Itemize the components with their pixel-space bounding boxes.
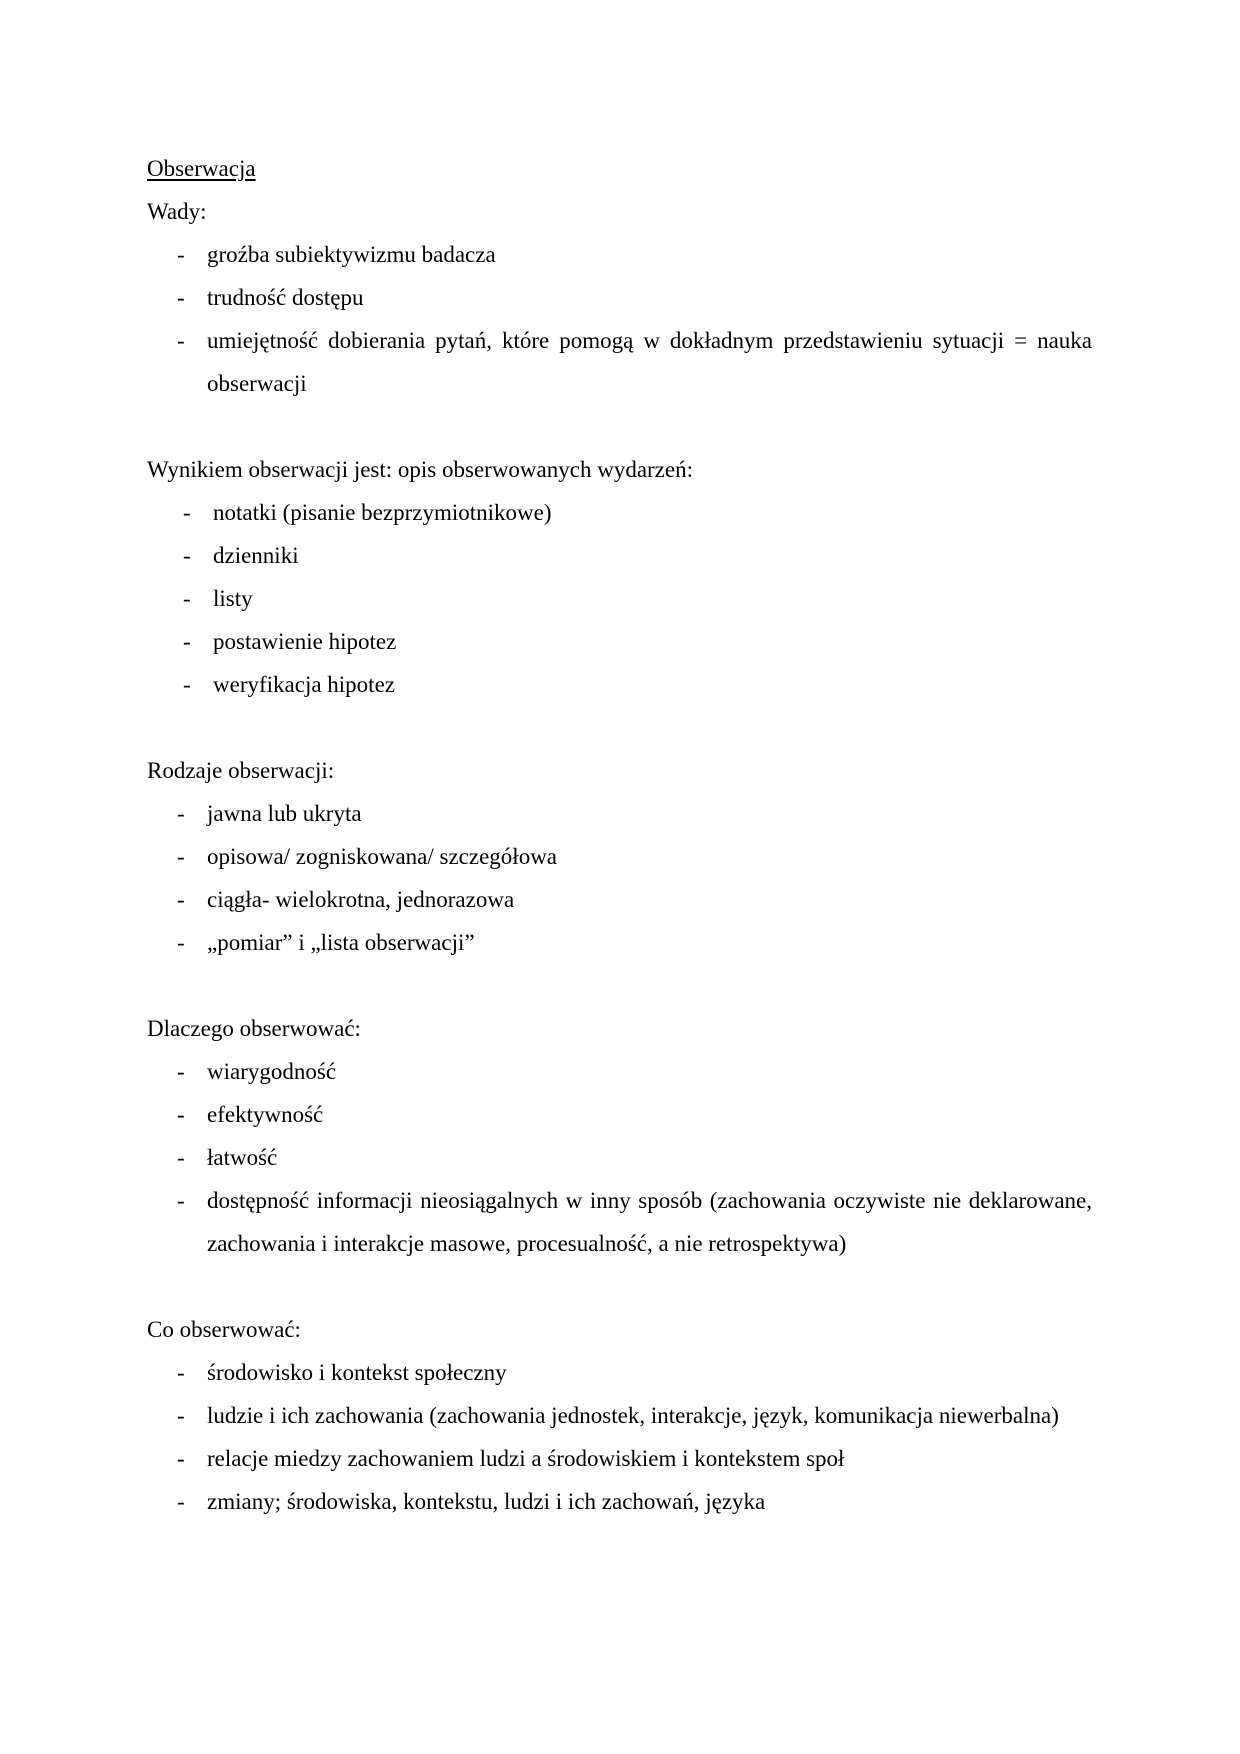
bullet-dash: - <box>177 328 185 353</box>
list-item-text: opisowa/ zogniskowana/ szczegółowa <box>207 844 558 869</box>
list-item <box>147 319 1092 405</box>
paragraph-gap <box>147 405 1092 448</box>
bullet-dash: - <box>177 285 185 310</box>
list-item-text: łatwość <box>207 1145 278 1170</box>
bullet-dash: - <box>177 1446 185 1471</box>
list-item <box>147 1351 1092 1394</box>
list-item <box>147 534 1092 577</box>
paragraph-gap <box>147 706 1092 749</box>
bullet-dash: - <box>177 1403 185 1428</box>
list-item <box>147 878 1092 921</box>
bullet-dash: - <box>177 1188 185 1213</box>
list-co <box>147 1351 1092 1523</box>
list-item-text: dzienniki <box>213 543 299 568</box>
list-item-text: efektywność <box>207 1102 324 1127</box>
list-item-text: wiarygodność <box>207 1059 337 1084</box>
section-heading-wady: Wady: <box>147 199 207 224</box>
section-heading-rodzaje: Rodzaje obserwacji: <box>147 758 335 783</box>
list-item-text: „pomiar” i „lista obserwacji” <box>207 930 475 955</box>
list-item <box>147 620 1092 663</box>
bullet-dash: - <box>177 801 185 826</box>
list-item <box>147 835 1092 878</box>
list-item <box>147 1394 1092 1437</box>
list-item-text: ciągła- wielokrotna, jednorazowa <box>207 887 515 912</box>
paragraph-gap <box>147 964 1092 1007</box>
list-item <box>147 921 1092 964</box>
bullet-dash: - <box>177 1360 185 1385</box>
list-item-text: środowisko i kontekst społeczny <box>207 1360 507 1385</box>
list-item-text: ludzie i ich zachowania (zachowania jednostek, interakcje, język, komunikacja niewerbalna) <box>207 1403 1059 1428</box>
bullet-dash: - <box>177 1489 185 1514</box>
list-item <box>147 1093 1092 1136</box>
list-dlaczego <box>147 1050 1092 1265</box>
list-item <box>147 491 1092 534</box>
list-item-text: zmiany; środowiska, kontekstu, ludzi i ich zachowań, języka <box>207 1489 766 1514</box>
bullet-dash: - <box>177 1102 185 1127</box>
list-wynikiem <box>147 491 1092 706</box>
list-item <box>147 663 1092 706</box>
section-heading-co: Co obserwować: <box>147 1317 301 1342</box>
bullet-dash: - <box>183 586 191 611</box>
bullet-dash: - <box>177 1059 185 1084</box>
list-item <box>147 1136 1092 1179</box>
list-item <box>147 1480 1092 1523</box>
list-item-text: dostępność informacji nieosiągalnych w inny sposób (zachowania oczywiste nie deklarowane, zachowania i interakcje masowe, procesualność, a nie retrospektywa) <box>207 1188 1092 1256</box>
section-heading-dlaczego: Dlaczego obserwować: <box>147 1016 361 1041</box>
list-item-text: weryfikacja hipotez <box>213 672 395 697</box>
list-item-text: relacje miedzy zachowaniem ludzi a środowiskiem i kontekstem społ <box>207 1446 845 1471</box>
document-title: Obserwacja <box>147 156 256 181</box>
bullet-dash: - <box>177 930 185 955</box>
document-body <box>147 147 1092 1523</box>
bullet-dash: - <box>177 1145 185 1170</box>
list-rodzaje <box>147 792 1092 964</box>
bullet-dash: - <box>177 844 185 869</box>
list-item-text: umiejętność dobierania pytań, które pomogą w dokładnym przedstawieniu sytuacji = nauka obserwacji <box>207 328 1092 396</box>
list-item <box>147 1437 1092 1480</box>
bullet-dash: - <box>177 242 185 267</box>
list-item-text: jawna lub ukryta <box>207 801 362 826</box>
bullet-dash: - <box>183 500 191 525</box>
list-item-text: notatki (pisanie bezprzymiotnikowe) <box>213 500 552 525</box>
list-item-text: groźba subiektywizmu badacza <box>207 242 496 267</box>
list-wady <box>147 233 1092 405</box>
bullet-dash: - <box>183 672 191 697</box>
list-item <box>147 276 1092 319</box>
bullet-dash: - <box>177 887 185 912</box>
list-item <box>147 233 1092 276</box>
list-item-text: postawienie hipotez <box>213 629 397 654</box>
list-item-text: listy <box>213 586 253 611</box>
list-item-text: trudność dostępu <box>207 285 364 310</box>
list-item <box>147 1179 1092 1265</box>
section-heading-wynikiem: Wynikiem obserwacji jest: opis obserwowanych wydarzeń: <box>147 457 693 482</box>
bullet-dash: - <box>183 629 191 654</box>
paragraph-gap <box>147 1265 1092 1308</box>
list-item <box>147 792 1092 835</box>
list-item <box>147 577 1092 620</box>
bullet-dash: - <box>183 543 191 568</box>
list-item <box>147 1050 1092 1093</box>
